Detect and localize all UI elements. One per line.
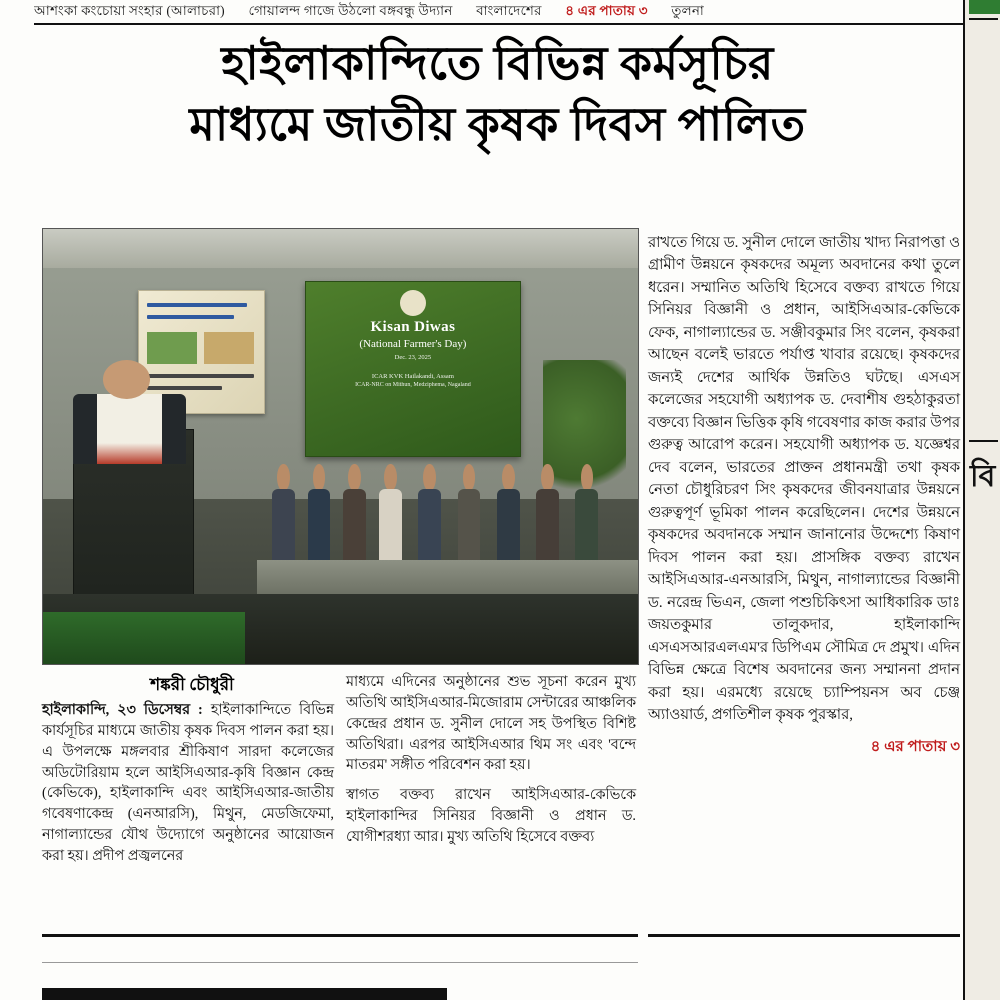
photo-green-foreground	[43, 612, 245, 664]
page-title	[40, 34, 955, 155]
gutter-rule-middle	[969, 440, 998, 442]
person-body	[272, 489, 295, 568]
person-body	[458, 489, 481, 568]
photo-person	[340, 464, 369, 568]
horizontal-rule-bottom-left	[42, 934, 638, 937]
photo-person	[573, 464, 602, 568]
photo-speaker-scarf	[97, 394, 162, 464]
banner-subtitle: (National Farmer's Day)	[359, 337, 467, 350]
photo-person	[494, 464, 523, 568]
continuation-note: ৪ এর পাতায় ৩	[870, 738, 960, 755]
photo-person	[305, 464, 334, 568]
paragraph: মাধ্যমে এদিনের অনুষ্ঠানের শুভ সূচনা করেন মুখ্য অতিথি আইসিএআর-মিজোরাম সেন্টারের আঞ্চলিক কেন্দ্রের প্রধান ড. সুনীল দোলে সহ উপস্থিত বিশিষ্ট অতিথিরা। এরপর আইসিএআর থিম সং এবং 'বন্দে মাতরম' সঙ্গীত পরিবেশন করা হয়।	[346, 674, 636, 774]
adjacent-column-gutter	[963, 0, 1000, 1000]
banner-logo-icon	[400, 290, 426, 316]
poster-image-2	[204, 332, 254, 364]
paragraph: হাইলাকান্দি, ২৩ ডিসেম্বর : হাইলাকান্দিতে বিভিন্ন কার্যসূচির মাধ্যমে জাতীয় কৃষক দিবস পালন করা হয়। এ উপলক্ষে মঙ্গলবার শ্রীকিষাণ সারদা কলেজের অডিটোরিয়াম হলে আইসিএআর-কৃষি বিজ্ঞান কেন্দ্র (কেভিকে), হাইলাকান্দি এবং আইসিএআর-জাতীয় গবেষণাকেন্দ্র (এনআরসি), মিথুন, মেডজিফেমা, নাগাল্যান্ডের যৌথ উদ্যোগে অনুষ্ঠানের আয়োজন করা হয়। প্রদীপ প্রজ্বলনের	[42, 702, 334, 865]
paragraph: রাখতে গিয়ে ড. সুনীল দোলে জাতীয় খাদ্য নিরাপত্তা ও গ্রামীণ উন্নয়নে কৃষকদের অমূল্য অবদানের কথা তুলে ধরেন। সম্মানিত অতিথি হিসেবে বক্তব্য রাখতে গিয়ে সিনিয়র বিজ্ঞানী ও প্রধান, আইসিএআর-কেভিকে ফেক, নাগাল্যান্ডের ড. সঞ্জীবকুমার সিং বলেন, কৃষকরা আছেন বলেই ভারতে পর্যাপ্ত খাবার রয়েছে। কৃষকদের জন্যই দেশের আর্থিক উন্নতিও ঘটছে। এসএস কলেজের সহযোগী অধ্যাপক ড. দেবাশীষ গুহঠাকুরতা বক্তব্যে বিজ্ঞান ভিত্তিক কৃষি গবেষণার কাজ করার উপর গুরুত্ব আরোপ করেন। সহযোগী অধ্যাপক ড. যজ্ঞেশ্বর দেব বলেন, ভারতের প্রাক্তন প্রধানমন্ত্রী তথা কৃষক নেতা চৌধুরিচরণ সিং কৃষকদের জীবনযাত্রার উন্নয়নে গুরুত্বপূর্ণ ভূমিকা পালন করেছিলেন। দেশের উন্নয়নে কৃষকদের অবদানকে সম্মান জানানোর উদ্দেশ্যে কিষাণ দিবস পালন করা হয়। প্রাসঙ্গিক বক্তব্য রাখেন আইসিএআর-এনআরসি, মিথুন, নাগাল্যান্ডের বিজ্ঞানী ড. নরেন্দ্র ভিএন, জেলা পশুচিকিৎসা আধিকারিক ডাঃ জয়তকুমার তালুকদার, হাইলাকান্দি এসএসআরএলএম'র ডিপিএম সৌমিত্র দে প্রমুখ। এদিন বিভিন্ন ক্ষেত্রে বিশেষ অবদানের জন্য সম্মাননা প্রদান করা হয়। এরমধ্যে রয়েছে চ্যাম্পিয়নস অব চেঞ্জ অ্যাওয়ার্ড, প্রগতিশীল কৃষক পুরস্কার,	[648, 235, 960, 724]
person-head	[348, 464, 361, 491]
person-body	[379, 489, 402, 568]
banner-org-1: ICAR KVK Hailakandi, Assam	[371, 373, 454, 381]
gutter-rule-top	[969, 18, 998, 20]
photo-audience-row	[269, 464, 626, 568]
photo-person	[533, 464, 562, 568]
gutter-headline-fragment: বি	[970, 460, 996, 493]
banner-date: Dec. 23, 2025	[394, 354, 432, 362]
person-head	[581, 464, 594, 491]
tail-segment-4: তুলনা	[671, 3, 705, 18]
previous-article-tail	[34, 0, 964, 22]
article-photo	[42, 228, 639, 665]
tail-segment-2: গোয়ালন্দ গাজে উঠলো বঙ্গবন্ধু উদ্যান	[248, 3, 453, 18]
headline-line-1: হাইলাকান্দিতে বিভিন্ন কর্মসূচির	[221, 38, 774, 89]
body-column-3	[648, 232, 960, 758]
body-column-1	[42, 700, 334, 876]
person-body	[536, 489, 559, 568]
photo-person	[376, 464, 405, 568]
poster-line-1	[147, 303, 247, 307]
person-head	[423, 464, 436, 491]
photo-person	[415, 464, 444, 568]
person-head	[313, 464, 326, 491]
person-head	[463, 464, 476, 491]
person-body	[497, 489, 520, 568]
photo-person	[269, 464, 298, 568]
bottom-black-bar	[42, 988, 447, 1000]
photo-scene	[43, 229, 638, 664]
headline-line-2: মাধ্যমে জাতীয় কৃষক দিবস পালিত	[189, 98, 806, 150]
green-block-decoration	[969, 0, 1000, 14]
photo-table	[257, 560, 638, 595]
photo-ceiling	[43, 229, 638, 268]
person-body	[343, 489, 366, 568]
person-head	[541, 464, 554, 491]
person-body	[418, 489, 441, 568]
horizontal-rule-bottom-right	[648, 934, 960, 937]
person-head	[502, 464, 515, 491]
banner-org-2: ICAR-NRC on Mithun, Medziphema, Nagaland	[355, 382, 471, 389]
poster-line-4	[147, 386, 222, 390]
photo-person	[455, 464, 484, 568]
tail-segment-1: আশংকা কংচোয়া সংহার (আলাচরা)	[34, 3, 225, 18]
poster-line-3	[147, 374, 254, 378]
byline: শঙ্করী চৌধুরী	[150, 675, 234, 694]
paragraph: স্বাগত বক্তব্য রাখেন আইসিএআর-কেভিকে হাইলাকান্দির সিনিয়র বিজ্ঞানী ও প্রধান ড. যোগীশরধ্যা আর। মুখ্য অতিথি হিসেবে বক্তব্য	[346, 787, 636, 846]
horizontal-rule-top	[34, 23, 964, 25]
tail-segment-3: বাংলাদেশের	[476, 3, 542, 18]
tail-jump-note: ৪ এর পাতায় ৩	[565, 3, 648, 18]
person-body	[308, 489, 331, 568]
photo-main-banner	[305, 281, 521, 457]
person-head	[384, 464, 397, 491]
person-body	[575, 489, 598, 568]
banner-title: Kisan Diwas	[370, 319, 456, 336]
hairline-rule	[42, 962, 638, 963]
body-column-2	[346, 672, 636, 857]
person-head	[277, 464, 290, 491]
poster-line-2	[147, 315, 234, 319]
photo-speaker-head	[103, 360, 151, 399]
poster-image-1	[147, 332, 197, 364]
